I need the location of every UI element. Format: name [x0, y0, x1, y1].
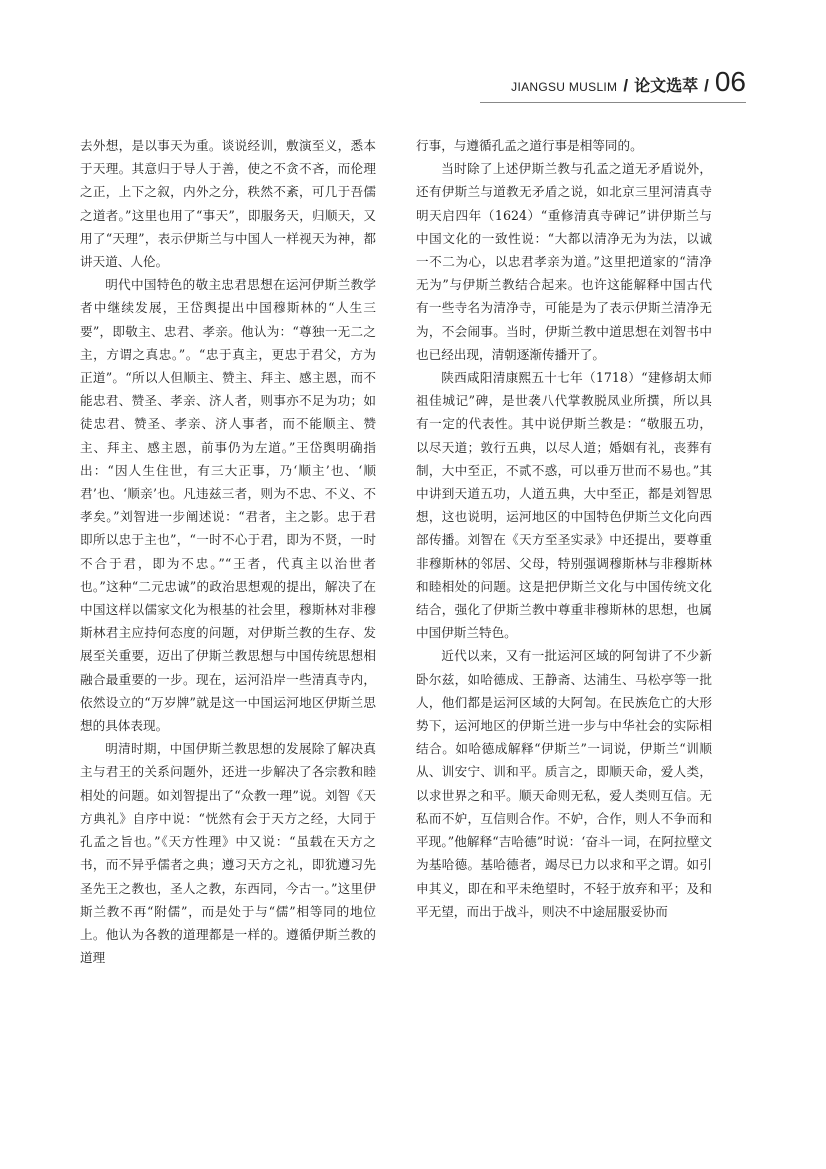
- page-number: 06: [714, 66, 746, 97]
- section-title: 论文选萃: [634, 76, 699, 95]
- header-separator: /: [704, 76, 709, 95]
- paragraph: 去外想，是以事天为重。谈说经训，敷演至义，悉本于天理。其意归于导人于善，使之不贪不吝，而伦理之正，上下之叙，内外之分，秩然不紊，可几于吾儒之道者。”这里也用了“事天”，即服务天，归顺天，又用了“天理”，表示伊斯兰与中国人一样视天为神，都讲天道、人伦。: [80, 138, 376, 270]
- paragraph: 明代中国特色的敬主忠君思想在运河伊斯兰教学者中继续发展，王岱舆提出中国穆斯林的“人生三要”，即敬主、忠君、孝亲。他认为：“尊独一无二之主，方谓之真忠。”。“忠于真主，更忠于君父，方为正道”。“所以人但顺主、赞主、拜主、感主恩，而不能忠君、赞圣、孝亲、济人者，则事亦不足为功；如徒忠君、赞圣、孝亲、济人事者，而不能顺主、赞主、拜主、感主恩，前事仍为左道。”王岱舆明确指出：“因人生住世，有三大正事，乃‘顺主’也、‘顺君’也、‘顺亲’也。凡违兹三者，则为不忠、不义、不孝矣。”刘智进一步阐述说：“君者，主之影。忠于君即所以忠于主也”，“一时不心于君，即为不贤，一时不合于君，即为不忠。”“王者，代真主以治世者也。”这种“二元忠诚”的政治思想观的提出，解决了在中国这样以儒家文化为根基的社会里，穆斯林对非穆斯林君主应持何态度的问题，对伊斯兰教的生存、发展至关重要，迈出了伊斯兰教思想与中国传统思想相融合最重要的一步。现在，运河沿岸一些清真寺内，依然设立的“万岁牌”就是这一中国运河地区伊斯兰思想的具体表现。: [80, 277, 376, 734]
- page-header: [511, 66, 746, 98]
- paragraph: 明清时期，中国伊斯兰教思想的发展除了解决真主与君王的关系问题外，还进一步解决了各宗教和睦相处的问题。如刘智提出了“众教一理”说。刘智《天方典礼》自序中说：“恍然有会于天方之经，大同于孔孟之旨也。”《天方性理》中又说：“虽载在天方之书，而不异乎儒者之典；遵习天方之礼，即犹遵习先圣先王之教也，圣人之教，东西同，今古一。”这里伊斯兰教不再“附儒”，而是处于与“儒”相等同的地位上。他认为各教的道理都是一样的。遵循伊斯兰教的道理: [80, 741, 376, 966]
- left-column: [80, 134, 376, 969]
- journal-name: JIANGSU MUSLIM: [511, 80, 618, 94]
- header-rule: [480, 102, 746, 103]
- right-column: [416, 134, 712, 923]
- paragraph: 陕西咸阳清康熙五十七年（1718）“建修胡太师祖佳城记”碑，是世袭八代掌教脱凤业所撰，所以具有一定的代表性。其中说伊斯兰教是：“敬服五功，以尽天道；敦行五典，以尽人道；婚姻有礼，丧葬有制，大中至正，不贰不惑，可以垂万世而不易也。”其中讲到天道五功，人道五典，大中至正，都是刘智思想，这也说明，运河地区的中国特色伊斯兰文化向西部传播。刘智在《天方至圣实录》中还提出，要尊重非穆斯林的邻居、父母，特别强调穆斯林与非穆斯林和睦相处的问题。这是把伊斯兰文化与中国传统文化结合，强化了伊斯兰教中尊重非穆斯林的思想，也属中国伊斯兰特色。: [416, 370, 712, 641]
- header-separator: /: [623, 76, 629, 95]
- paragraph: 近代以来，又有一批运河区域的阿訇讲了不少新卧尔兹，如哈德成、王静斋、达浦生、马松亭等一批人，他们都是运河区域的大阿訇。在民族危亡的大形势下，运河地区的伊斯兰进一步与中华社会的实际相结合。如哈德成解释“伊斯兰”一词说，伊斯兰“训顺从、训安宁、训和平。质言之，即顺天命，爱人类，以求世界之和平。顺天命则无私，爱人类则互信。无私而不妒，互信则合作。不妒，合作，则人不争而和平现。”他解释“吉哈德”时说：‘奋斗一词，在阿拉壁文为基哈德。基哈德者，竭尽已力以求和平之谓。如引申其义，即在和平未绝望时，不轻于放弃和平；及和平无望，而出于战斗，则决不中途屈服妥协而: [416, 648, 712, 919]
- paragraph: 行事，与遵循孔孟之道行事是相等同的。: [416, 138, 643, 153]
- paragraph: 当时除了上述伊斯兰教与孔孟之道无矛盾说外，还有伊斯兰与道教无矛盾之说，如北京三里河清真寺明天启四年（1624）“重修清真寺碑记”讲伊斯兰与中国文化的一致性说：“大都以清净无为为法，以诚一不二为心，以忠君孝亲为道。”这里把道家的“清净无为”与伊斯兰教结合起来。也许这能解释中国古代有一些寺名为清净寺，可能是为了表示伊斯兰清净无为，不会闹事。当时，伊斯兰教中道思想在刘智书中也已经出现，清朝逐渐传播开了。: [416, 161, 712, 362]
